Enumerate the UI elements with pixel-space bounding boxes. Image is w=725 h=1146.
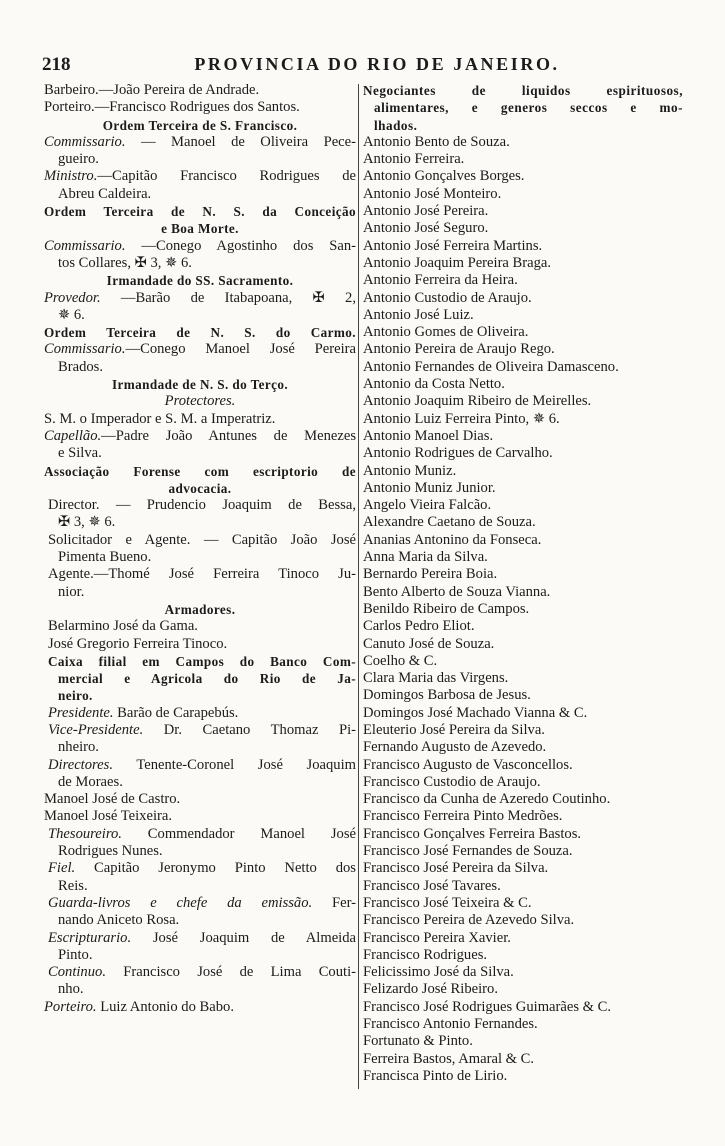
section-heading: Ordem Terceira de N. S. da Conceição xyxy=(44,204,356,220)
role-text: Luiz Antonio do Babo. xyxy=(96,998,234,1015)
section-heading: Armadores. xyxy=(164,601,236,617)
list-item: Francisco Custodio de Araujo. xyxy=(363,773,541,790)
list-item: Francisco José Rodrigues Guimarães & C. xyxy=(363,998,612,1015)
role-label: Presidente. xyxy=(48,704,114,721)
text-line: Manoel José de Castro. xyxy=(44,791,181,808)
role-label: Directores. xyxy=(48,756,113,773)
role-label: Fiel. xyxy=(48,860,76,877)
text-line: S. M. o Imperador e S. M. a Imperatriz. xyxy=(44,410,276,427)
left-column xyxy=(44,82,356,1016)
list-item: Francisco Pereira Xavier. xyxy=(363,929,511,946)
role-text: José Joaquim de Almeida xyxy=(131,929,356,946)
role-text: —Barão de Itabapoana, ✠ 2, xyxy=(100,289,356,306)
section-heading: advocacia. xyxy=(168,480,232,496)
text-line: Porteiro.—Francisco Rodrigues dos Santos. xyxy=(44,99,300,116)
list-item: Antonio Muniz. xyxy=(363,462,457,479)
list-item: Eleuterio José Pereira da Silva. xyxy=(363,721,545,738)
role-text: —Padre João Antunes de Menezes xyxy=(101,427,356,444)
right-column xyxy=(363,82,683,1085)
list-item: Antonio Joaquim Pereira Braga. xyxy=(363,254,552,271)
list-item: Antonio Bento de Souza. xyxy=(363,133,510,150)
list-item: Antonio Rodrigues de Carvalho. xyxy=(363,445,553,462)
text-line: José Gregorio Ferreira Tinoco. xyxy=(48,635,228,652)
role-text: Barão de Carapebús. xyxy=(113,704,239,721)
list-item: Francisco José Tavares. xyxy=(363,877,501,894)
text-line: Agente.—Thomé José Ferreira Tinoco Ju- xyxy=(48,566,356,583)
list-item: Clara Maria das Virgens. xyxy=(363,670,509,687)
list-item: Alexandre Caetano de Souza. xyxy=(363,514,536,531)
list-item: Antonio Gomes de Oliveira. xyxy=(363,324,529,341)
role-label: Ministro. xyxy=(44,168,98,185)
text-line xyxy=(44,722,356,739)
section-heading: Negociantes de liquidos espirituosos, xyxy=(363,83,683,98)
role-text: Fer- xyxy=(312,894,356,911)
role-label: Vice-Presidente. xyxy=(48,721,144,738)
running-title: PROVINCIA DO RIO DE JANEIRO. xyxy=(194,54,560,74)
section-heading: Associação Forense com escriptorio de xyxy=(44,463,356,479)
list-item: Antonio Manoel Dias. xyxy=(363,427,494,444)
text-line xyxy=(44,134,356,151)
list-item: Francisco Antonio Fernandes. xyxy=(363,1016,538,1033)
text-line: ✵ 6. xyxy=(58,306,85,323)
text-line xyxy=(44,930,356,947)
list-item: Francisco José Pereira da Silva. xyxy=(363,860,549,877)
list-item: Canuto José de Souza. xyxy=(363,635,495,652)
text-line xyxy=(44,826,356,843)
text-line: Abreu Caldeira. xyxy=(58,185,152,202)
role-label: Continuo. xyxy=(48,964,106,981)
list-item: Antonio José Ferreira Martins. xyxy=(363,237,543,254)
role-label: Commissario. xyxy=(44,237,126,254)
role-text: Capitão Jeronymo Pinto Netto dos xyxy=(75,860,356,877)
list-item: Francisco Ferreira Pinto Medrões. xyxy=(363,808,563,825)
subheading xyxy=(44,393,356,410)
text-line: ✠ 3, ✵ 6. xyxy=(58,514,116,531)
role-text: Dr. Caetano Thomaz Pi- xyxy=(143,721,356,738)
role-text: Francisco José de Lima Couti- xyxy=(105,964,356,981)
list-item: Francisco da Cunha de Azeredo Coutinho. xyxy=(363,791,611,808)
list-item: Ferreira Bastos, Amaral & C. xyxy=(363,1050,535,1067)
page-number: 218 xyxy=(42,54,71,75)
list-item: Domingos José Machado Vianna & C. xyxy=(363,704,588,721)
text-line: nheiro. xyxy=(58,739,99,756)
list-item: Carlos Pedro Eliot. xyxy=(363,618,475,635)
text-line xyxy=(44,238,356,255)
text-line: nior. xyxy=(58,583,85,600)
list-item: Francisco Pereira de Azevedo Silva. xyxy=(363,912,575,929)
text-line: Barbeiro.—João Pereira de Andrade. xyxy=(44,82,260,98)
subheading-text: Protectores. xyxy=(164,393,236,410)
list-item: Antonio Gonçalves Borges. xyxy=(363,168,525,185)
role-label: Commissario. xyxy=(44,341,126,358)
role-text: Tenente-Coronel José Joaquim xyxy=(112,756,356,773)
section-heading: Ordem Terceira de S. Francisco. xyxy=(102,117,298,133)
role-label: Guarda-livros e chefe da emissão. xyxy=(48,894,313,911)
section-heading: lhados. xyxy=(374,117,418,133)
list-item: Antonio Muniz Junior. xyxy=(363,479,496,496)
list-item: Felizardo José Ribeiro. xyxy=(363,981,498,998)
text-line: Rodrigues Nunes. xyxy=(58,843,163,860)
role-label: Porteiro. xyxy=(44,998,97,1015)
list-item: Benildo Ribeiro de Campos. xyxy=(363,600,530,617)
text-line: nho. xyxy=(58,981,84,998)
section-heading: Caixa filial em Campos do Banco Com- xyxy=(48,653,356,669)
list-item: Antonio José Pereira. xyxy=(363,203,489,220)
text-line: Reis. xyxy=(58,877,88,894)
list-item: Antonio José Monteiro. xyxy=(363,185,502,202)
section-heading: mercial e Agricola do Rio de Ja- xyxy=(58,671,356,687)
text-line xyxy=(44,341,356,358)
list-item: Francisco José Fernandes de Souza. xyxy=(363,843,573,860)
text-line xyxy=(44,428,356,445)
list-item: Fortunato & Pinto. xyxy=(363,1033,473,1050)
text-line xyxy=(44,757,356,774)
text-line: Manoel José Teixeira. xyxy=(44,808,172,825)
text-line xyxy=(44,860,356,877)
column-divider xyxy=(358,84,359,1089)
role-label: Thesoureiro. xyxy=(48,825,122,842)
text-line xyxy=(44,999,356,1016)
list-item: Francisco Gonçalves Ferreira Bastos. xyxy=(363,825,582,842)
text-line: nando Aniceto Rosa. xyxy=(58,912,180,929)
list-item: Antonio Fernandes de Oliveira Damasceno. xyxy=(363,358,619,375)
role-label: Commissario. xyxy=(44,133,126,150)
section-heading: Irmandade do SS. Sacramento. xyxy=(106,273,294,289)
text-line: Solicitador e Agente. — Capitão João José xyxy=(48,531,356,548)
list-item: Francisca Pinto de Lirio. xyxy=(363,1067,508,1084)
text-line xyxy=(44,705,356,722)
role-text: Commendador Manoel José xyxy=(121,825,356,842)
text-line: Director. — Prudencio Joaquim de Bessa, xyxy=(48,497,356,514)
role-text: —Capitão Francisco Rodrigues de xyxy=(97,168,356,185)
merchant-list xyxy=(363,134,683,1085)
role-text: —Conego Manoel José Pereira xyxy=(125,341,356,358)
list-item: Francisco Augusto de Vasconcellos. xyxy=(363,756,573,773)
list-item: Angelo Vieira Falcão. xyxy=(363,497,492,514)
list-item: Antonio José Seguro. xyxy=(363,220,489,237)
text-line: Brados. xyxy=(58,358,103,375)
list-item: Anna Maria da Silva. xyxy=(363,549,488,566)
text-line xyxy=(44,168,356,185)
section-heading: Irmandade de N. S. do Terço. xyxy=(111,377,289,393)
page-header xyxy=(42,54,682,80)
list-item: Ananias Antonino da Fonseca. xyxy=(363,531,542,548)
section-heading: Ordem Terceira de N. S. do Carmo. xyxy=(44,325,356,341)
list-item: Francisco José Teixeira & C. xyxy=(363,894,532,911)
text-line xyxy=(44,895,356,912)
list-item: Domingos Barbosa de Jesus. xyxy=(363,687,531,704)
list-item: Antonio Custodio de Araujo. xyxy=(363,289,532,306)
list-item: Antonio da Costa Netto. xyxy=(363,376,505,393)
list-item: Antonio Ferreira da Heira. xyxy=(363,272,518,289)
list-item: Antonio José Luiz. xyxy=(363,306,474,323)
text-line: gueiro. xyxy=(58,151,99,168)
list-item: Felicissimo José da Silva. xyxy=(363,964,514,981)
list-item: Antonio Ferreira. xyxy=(363,151,465,168)
list-item: Bernardo Pereira Boia. xyxy=(363,566,498,583)
section-heading: e Boa Morte. xyxy=(161,221,239,237)
text-line: Pimenta Bueno. xyxy=(58,549,152,566)
text-line: Pinto. xyxy=(58,946,93,963)
section-heading: alimentares, e generos seccos e mo- xyxy=(374,100,683,116)
list-item: Coelho & C. xyxy=(363,652,438,669)
list-item: Fernando Augusto de Azevedo. xyxy=(363,739,547,756)
text-line: tos Collares, ✠ 3, ✵ 6. xyxy=(58,254,192,271)
list-item: Antonio Joaquim Ribeiro de Meirelles. xyxy=(363,393,592,410)
role-label: Escripturario. xyxy=(48,929,132,946)
role-label: Capellão. xyxy=(44,427,102,444)
list-item: Antonio Luiz Ferreira Pinto, ✵ 6. xyxy=(363,410,560,427)
text-line xyxy=(44,964,356,981)
text-line xyxy=(44,290,356,307)
text-line: Belarmino José da Gama. xyxy=(48,618,198,635)
list-item: Francisco Rodrigues. xyxy=(363,946,488,963)
section-heading: neiro. xyxy=(58,688,93,704)
role-text: —Conego Agostinho dos San- xyxy=(125,237,356,254)
list-item: Antonio Pereira de Araujo Rego. xyxy=(363,341,555,358)
list-item: Bento Alberto de Souza Vianna. xyxy=(363,583,551,600)
role-label: Provedor. xyxy=(44,289,101,306)
text-line: e Silva. xyxy=(58,445,102,462)
text-line: de Moraes. xyxy=(58,773,123,790)
role-text: — Manoel de Oliveira Pece- xyxy=(125,133,356,150)
